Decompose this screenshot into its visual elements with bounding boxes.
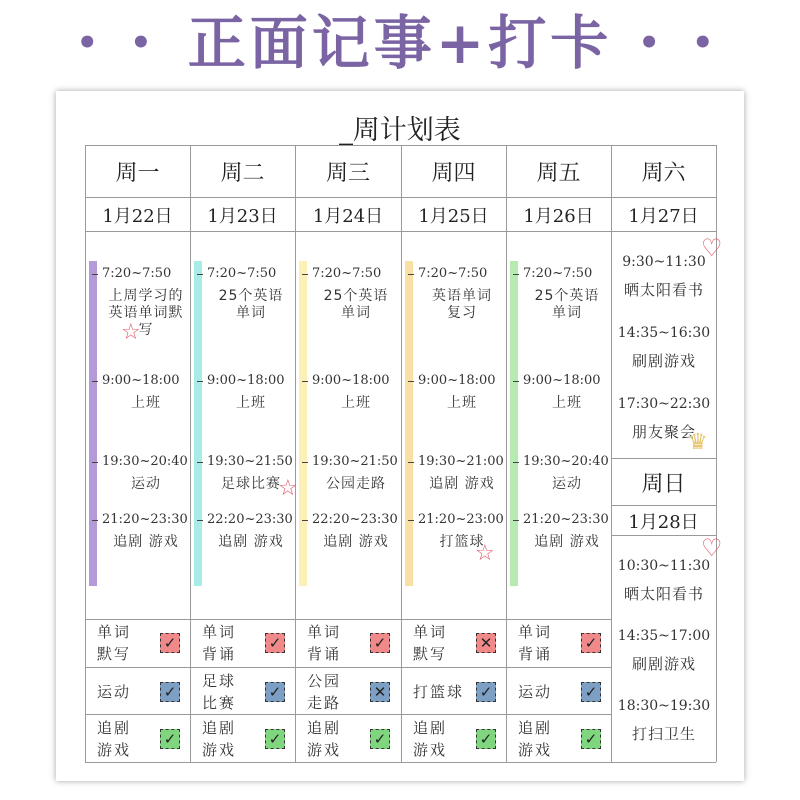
color-bar [194,261,202,586]
checkin-box[interactable]: ✕ [476,633,496,653]
weekend-activity: 打扫卫生 [631,725,696,743]
checkin-box[interactable]: ✓ [476,729,496,749]
headline [0,0,800,86]
checkin-label: 游戏 [97,741,132,759]
star-icon: ☆ [278,476,298,501]
entry-time: 19:30~21:50 [207,454,293,469]
entry-tick [92,462,98,463]
grid-line-col-4 [506,145,507,762]
crown-icon: ♛ [688,430,708,455]
entry-time: 21:20~23:30 [102,512,188,527]
weekend-time: 14:35~16:30 [617,325,711,341]
checkin-label: 单词 [202,623,237,641]
entry-tick [513,462,519,463]
entry-tick [408,274,414,275]
checkin-label: 运动 [518,682,553,701]
checkin-label: 追剧 [307,719,342,737]
checkin-label: 足球 [202,671,237,690]
grid-line-col-2 [295,145,296,762]
entry-activity: 足球比赛 [221,476,281,492]
dots-right: • • [638,23,724,63]
checkin-label: 默写 [97,645,132,663]
entry-activity: 上班 [236,395,266,411]
checkin-box[interactable]: ✓ [160,682,180,702]
dots-left: • • [76,23,162,63]
grid-line-checkin-2 [85,714,611,715]
entry-activity: 25个英语 [323,288,389,304]
entry-tick [197,274,203,275]
grid-line-col-0 [85,145,86,762]
checkin-box[interactable]: ✓ [581,729,601,749]
checkin-box[interactable]: ✓ [476,682,496,702]
entry-activity: 上班 [131,395,161,411]
entry-time: 21:20~23:30 [523,512,609,527]
checkin-box[interactable]: ✓ [581,682,601,702]
weekend-time: 10:30~11:30 [617,558,711,574]
entry-tick [408,462,414,463]
entry-tick [302,462,308,463]
checkin-label: 游戏 [518,741,553,759]
entry-time: 22:20~23:30 [207,512,293,527]
entry-time: 7:20~7:50 [312,266,382,281]
entry-tick [92,520,98,521]
checkin-label: 背诵 [202,645,237,663]
entry-activity: 上周学习的 [108,288,184,304]
entry-tick [513,520,519,521]
checkin-box[interactable]: ✓ [581,633,601,653]
day-date: 1月22日 [102,206,173,227]
sheet-title: _周计划表 [339,115,461,146]
entry-activity: 上班 [552,395,582,411]
entry-activity: 写 [138,322,154,338]
weekend-activity: 晒太阳看书 [623,585,704,603]
checkin-label: 打篮球 [413,682,465,701]
entry-time: 7:20~7:50 [102,266,172,281]
entry-activity: 英语单词默 [108,305,184,321]
day-header: 周四 [431,160,476,186]
entry-tick [513,274,519,275]
entry-time: 19:30~21:00 [418,454,504,469]
weekend-time: 9:30~11:30 [622,254,706,270]
entry-time: 22:20~23:30 [312,512,398,527]
entry-tick [92,381,98,382]
star-icon: ☆ [475,541,495,566]
day-date: 1月25日 [418,206,489,227]
entry-time: 7:20~7:50 [207,266,277,281]
entry-tick [302,274,308,275]
entry-time: 7:20~7:50 [523,266,593,281]
day-date: 1月24日 [312,206,384,227]
entry-tick [408,520,414,521]
entry-time: 9:00~18:00 [102,373,180,388]
checkin-box[interactable]: ✕ [370,682,390,702]
color-bar [405,261,413,586]
heart-icon: ♡ [701,234,723,262]
entry-activity: 追剧 游戏 [323,534,389,550]
entry-activity: 25个英语 [218,288,284,304]
entry-time: 9:00~18:00 [523,373,601,388]
entry-activity: 单词 [236,305,266,321]
checkin-label: 单词 [97,623,132,641]
entry-time: 9:00~18:00 [207,373,285,388]
entry-activity: 单词 [552,305,582,321]
color-bar [510,261,518,586]
checkin-box[interactable]: ✓ [160,729,180,749]
checkin-box[interactable]: ✓ [265,633,285,653]
day-header: 周二 [220,160,265,186]
entry-tick [197,381,203,382]
entry-time: 19:30~20:40 [102,454,188,469]
checkin-label: 单词 [413,623,448,641]
entry-activity: 复习 [447,305,477,321]
entry-tick [408,381,414,382]
entry-activity: 追剧 游戏 [113,534,179,550]
grid-line-checkin-1 [85,667,611,668]
entry-tick [197,462,203,463]
entry-activity: 英语单词 [432,288,492,304]
day-date: 1月23日 [207,206,278,227]
day-header-saturday: 周六 [641,160,686,186]
entry-activity: 公园走路 [326,476,386,492]
weekend-time: 17:30~22:30 [617,396,711,412]
color-bar [299,261,307,586]
entry-tick [513,381,519,382]
entry-time: 9:00~18:00 [418,373,496,388]
entry-activity: 运动 [552,476,582,492]
day-date-sunday: 1月28日 [628,512,699,533]
checkin-label: 走路 [307,693,342,712]
weekend-activity: 朋友聚会 [631,423,696,441]
color-bar [89,261,97,586]
day-header: 周五 [536,160,581,186]
day-date: 1月26日 [523,206,594,227]
checkin-box[interactable]: ✓ [265,729,285,749]
checkin-label: 默写 [413,645,448,663]
entry-activity: 单词 [341,305,371,321]
page-title: 正面记事+打卡 [187,9,613,77]
entry-activity: 25个英语 [534,288,600,304]
checkin-box[interactable]: ✓ [265,682,285,702]
entry-activity: 打篮球 [439,534,485,550]
entry-tick [92,274,98,275]
checkin-box[interactable]: ✓ [160,633,180,653]
grid-line-checkin-0 [85,619,611,620]
checkin-label: 公园 [307,671,342,690]
checkin-label: 游戏 [202,741,237,759]
weekend-activity: 刷剧游戏 [631,655,696,673]
checkin-label: 追剧 [413,719,448,737]
entry-activity: 上班 [447,395,477,411]
entry-time: 19:30~20:40 [523,454,609,469]
weekend-time: 18:30~19:30 [617,698,711,714]
checkin-box[interactable]: ✓ [370,729,390,749]
checkin-label: 游戏 [307,741,342,759]
entry-time: 7:20~7:50 [418,266,488,281]
star-icon: ☆ [121,320,141,345]
checkin-label: 游戏 [413,741,448,759]
entry-tick [197,520,203,521]
checkin-label: 背诵 [307,645,342,663]
checkin-box[interactable]: ✓ [370,633,390,653]
entry-time: 21:20~23:00 [418,512,504,527]
entry-activity: 运动 [131,476,161,492]
weekend-activity: 晒太阳看书 [623,281,704,299]
entry-tick [302,520,308,521]
day-date-saturday: 1月27日 [628,206,699,227]
entry-activity: 上班 [341,395,371,411]
checkin-label: 运动 [97,682,132,701]
entry-activity: 追剧 游戏 [218,534,284,550]
checkin-label: 单词 [307,623,342,641]
grid-line-bottom [85,762,716,763]
entry-activity: 追剧 游戏 [534,534,600,550]
entry-time: 19:30~21:50 [312,454,398,469]
weekend-activity: 刷剧游戏 [631,352,696,370]
checkin-label: 追剧 [97,719,132,737]
day-header-sunday: 周日 [641,471,686,497]
entry-activity: 追剧 游戏 [429,476,495,492]
grid-line-col-3 [401,145,402,762]
day-header: 周三 [325,160,370,186]
grid-line-col-1 [190,145,191,762]
entry-time: 9:00~18:00 [312,373,390,388]
checkin-label: 单词 [518,623,553,641]
heart-icon: ♡ [701,534,723,562]
entry-tick [302,381,308,382]
day-header: 周一 [115,160,160,186]
checkin-label: 追剧 [518,719,553,737]
checkin-label: 比赛 [202,693,237,712]
weekend-time: 14:35~17:00 [617,628,711,644]
checkin-label: 背诵 [518,645,553,663]
checkin-label: 追剧 [202,719,237,737]
